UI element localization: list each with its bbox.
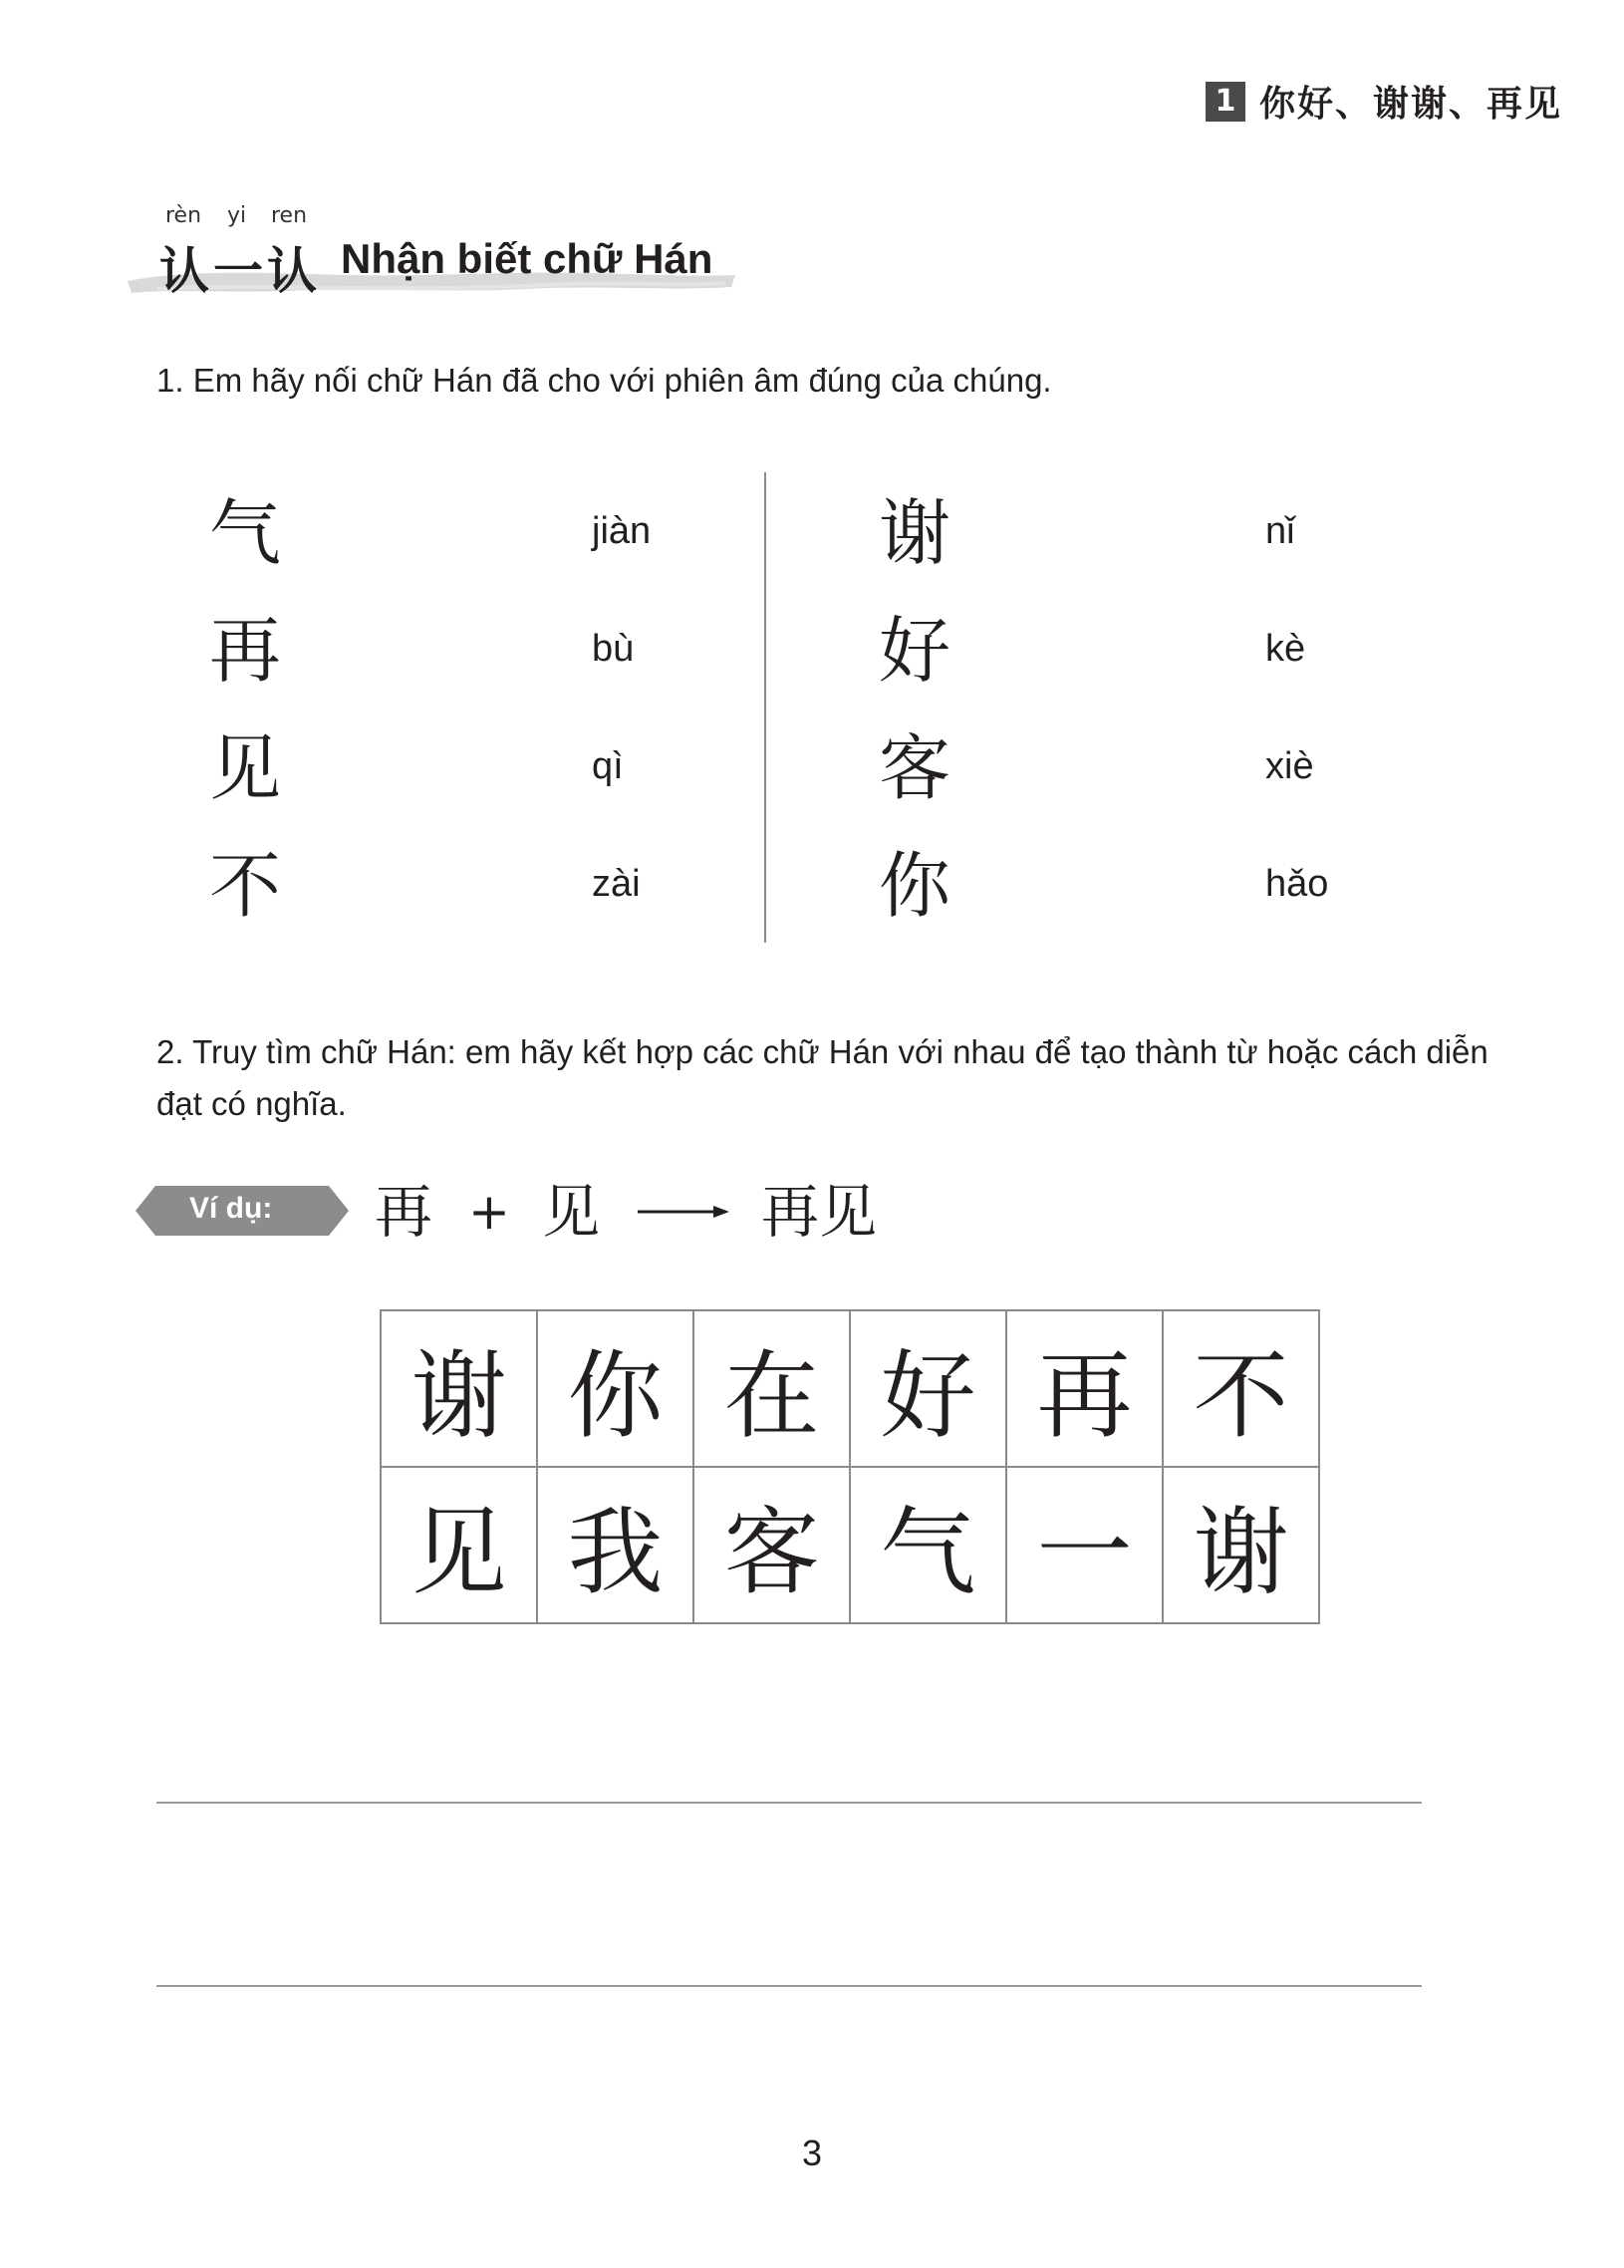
match-hanzi-left: 气 [208, 491, 281, 575]
example-first-char: 再 [375, 1178, 433, 1246]
example-second-char: 见 [542, 1178, 601, 1246]
exercise1-instruction: 1. Em hãy nối chữ Hán đã cho với phiên âm đúng của chúng. [156, 362, 1052, 399]
grid-cell[interactable]: 谢 [382, 1311, 538, 1468]
match-hanzi-right: 谢 [878, 491, 950, 575]
grid-cell[interactable]: 再 [1007, 1311, 1164, 1468]
page-number: 3 [801, 2132, 823, 2173]
grid-cell[interactable]: 气 [851, 1468, 1007, 1624]
grid-cell[interactable]: 我 [538, 1468, 694, 1624]
grid-cell[interactable]: 一 [1007, 1468, 1164, 1624]
match-pinyin-right: kè [1265, 628, 1306, 670]
match-hanzi-left: 见 [208, 726, 281, 810]
grid-cell[interactable]: 在 [694, 1311, 851, 1468]
match-pinyin-left: zài [592, 863, 641, 905]
match-pinyin-right: hǎo [1265, 863, 1329, 905]
arrow-right-icon [638, 1204, 729, 1220]
match-hanzi-right: 好 [878, 609, 950, 693]
grid-cell[interactable]: 好 [851, 1311, 1007, 1468]
pinyin-ren-2: ren [271, 203, 308, 228]
match-pinyin-right: nǐ [1265, 510, 1295, 552]
exercise2-instruction: 2. Truy tìm chữ Hán: em hãy kết hợp các chữ Hán với nhau để tạo thành từ hoặc cách diễn đạt có nghĩa. [156, 1033, 1489, 1122]
lesson-title: 你好、谢谢、再见 [1258, 84, 1562, 125]
column-divider [764, 472, 766, 943]
answer-line[interactable] [156, 1985, 1422, 1987]
match-hanzi-right: 你 [878, 844, 950, 928]
match-hanzi-left: 再 [208, 609, 281, 693]
example-plus: + [468, 1183, 510, 1241]
grid-cell[interactable]: 你 [538, 1311, 694, 1468]
match-pinyin-left: jiàn [592, 510, 652, 552]
grid-cell[interactable]: 见 [382, 1468, 538, 1624]
lesson-number-badge: 1 [1206, 82, 1245, 122]
match-pinyin-right: xiè [1265, 745, 1314, 787]
pinyin-yi: yi [227, 203, 247, 228]
section-title: Nhận biết chữ Hán [341, 235, 713, 282]
match-hanzi-right: 客 [878, 726, 950, 810]
match-pinyin-left: bù [592, 628, 635, 670]
example-result: 再见 [761, 1178, 878, 1246]
example-label: Ví dụ: [189, 1192, 273, 1225]
section-hanzi-title: 认一认 [159, 242, 321, 300]
grid-cell[interactable]: 谢 [1164, 1468, 1320, 1624]
pinyin-ren: rèn [165, 203, 202, 228]
lesson-header [1206, 76, 1562, 127]
answer-line[interactable] [156, 1802, 1422, 1804]
match-hanzi-left: 不 [208, 844, 281, 928]
grid-cell[interactable]: 客 [694, 1468, 851, 1624]
grid-cell[interactable]: 不 [1164, 1311, 1320, 1468]
match-pinyin-left: qì [592, 745, 624, 787]
character-grid [380, 1309, 1320, 1624]
